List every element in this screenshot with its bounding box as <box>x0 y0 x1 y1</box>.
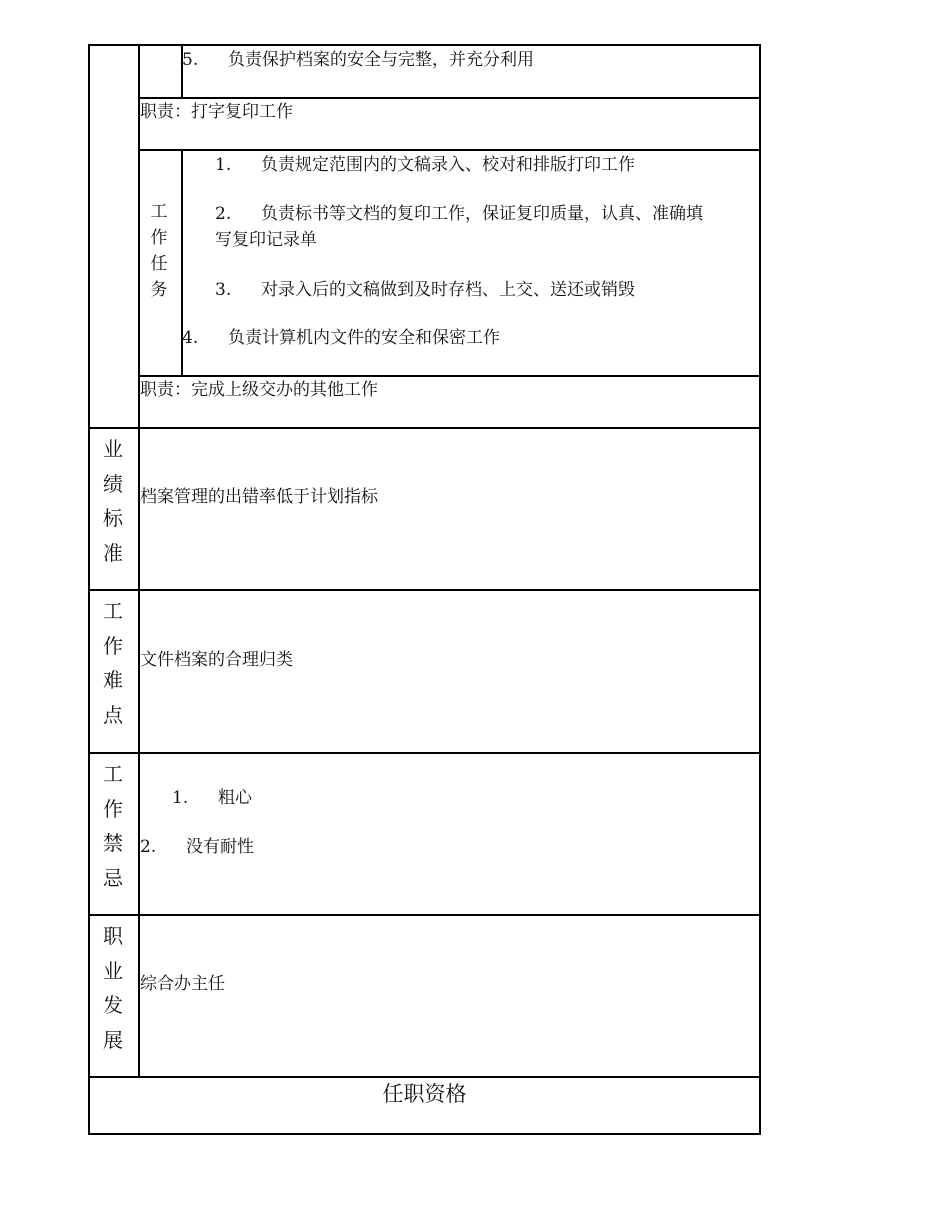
item-number: 5. <box>182 50 199 70</box>
label-char: 工 <box>103 599 123 623</box>
item-text: 负责保护档案的安全与完整，并充分利用 <box>228 50 534 70</box>
label-char: 难 <box>103 668 123 692</box>
label-char: 作 <box>150 228 168 248</box>
job-description-table <box>88 44 761 1134</box>
item-text: 对录入后的文稿做到及时存档、上交、送还或销毁 <box>261 280 635 300</box>
label-char: 标 <box>103 506 123 530</box>
item-number: 2. <box>215 204 232 224</box>
career-text: 综合办主任 <box>140 974 225 994</box>
performance-text: 档案管理的出错率低于计划指标 <box>140 487 378 507</box>
label-char: 作 <box>103 796 123 821</box>
task-label <box>138 199 180 303</box>
border-bottom <box>88 1133 761 1135</box>
item-text: 负责计算机内文件的安全和保密工作 <box>228 328 500 348</box>
item-text: 负责标书等文档的复印工作，保证复印质量，认真、准确填 <box>261 204 703 224</box>
task-item-5 <box>182 47 534 73</box>
item-number: 4. <box>182 328 199 348</box>
task-item-3 <box>215 277 635 303</box>
item-number: 1. <box>172 788 189 808</box>
item-number: 1. <box>215 155 232 175</box>
difficulty-text: 文件档案的合理归类 <box>140 650 293 670</box>
label-char: 忌 <box>103 865 123 890</box>
label-char: 工 <box>150 202 168 222</box>
border-top <box>88 44 761 46</box>
label-char: 工 <box>103 762 123 786</box>
label-char: 发 <box>103 993 123 1017</box>
label-char: 任 <box>150 254 168 274</box>
item-text: 没有耐性 <box>186 837 254 857</box>
row-line <box>88 1076 761 1078</box>
performance-label <box>88 432 138 570</box>
item-text: 粗心 <box>218 788 252 808</box>
item-number: 2. <box>140 837 157 857</box>
task-item-2 <box>215 201 703 227</box>
duty-other-tasks: 职责：完成上级交办的其他工作 <box>140 380 378 400</box>
label-char: 禁 <box>103 831 123 855</box>
row-line <box>88 589 761 591</box>
label-char: 点 <box>103 702 123 727</box>
label-char: 作 <box>103 633 123 658</box>
item-number: 3. <box>215 280 232 300</box>
taboo-item-1 <box>172 785 252 811</box>
career-label <box>88 919 138 1057</box>
row-line <box>138 149 761 151</box>
task-item-4 <box>182 325 500 351</box>
label-char: 业 <box>103 958 123 983</box>
item-text: 负责规定范围内的文稿录入、校对和排版打印工作 <box>261 155 635 175</box>
taboo-item-2 <box>140 834 254 860</box>
label-char: 务 <box>150 280 168 300</box>
row-line <box>88 914 761 916</box>
row-line <box>88 752 761 754</box>
label-char: 准 <box>103 540 123 565</box>
taboo-label <box>88 757 138 895</box>
label-char: 职 <box>103 924 123 948</box>
label-char: 业 <box>103 437 123 461</box>
qualification-heading: 任职资格 <box>382 1082 467 1106</box>
label-char: 绩 <box>103 471 123 496</box>
label-char: 展 <box>103 1027 123 1052</box>
difficulty-label <box>88 594 138 732</box>
task-item-2-continued: 写复印记录单 <box>215 230 317 250</box>
row-line <box>88 427 761 429</box>
task-item-1 <box>215 152 635 178</box>
duty-typing-copying: 职责：打字复印工作 <box>140 102 293 122</box>
